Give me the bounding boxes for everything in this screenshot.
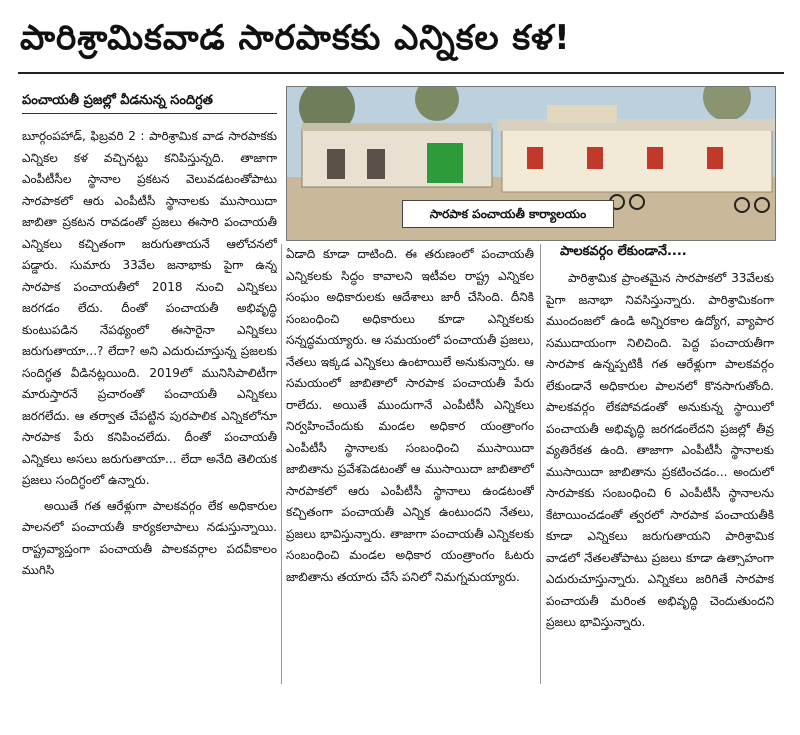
photo-caption: సారపాక పంచాయతీ కార్యాలయం [402, 200, 614, 228]
column3-heading: పాలకవర్గం లేకుండానే.... [560, 244, 687, 259]
column-divider [281, 244, 282, 684]
paragraph: బూర్గంపహాడ్, ఫిబ్రవరి 2 : పారిశ్రామిక వాడ సారపాకకు ఎన్నికల కళ వచ్చినట్టు కనిపిస్తున్నది. తాజాగా ఎంపీటీసీల స్థానాల ప్రకటన వెలువడటంతోపాటు సారపాకలో ఆరు ఎంపీటీసీ స్థానాలకు ముసాయిదా జాబితా ప్రకటన రావడంతో ప్రజలు ఈసారి పంచాయతీ ఎన్నికలు కచ్చితంగా జరుగుతాయనే ఆలోచనలో పడ్డారు. సుమారు 33వేల జనాభాకు పైగా ఉన్న సారపాక పంచాయతీలో 2018 నుంచి ఎన్నికలు జరగడం లేదు. దీంతో పంచాయతీ అభివృద్ధి కుంటుపడిన నేపథ్యంలో ఈసారైనా ఎన్నికలు జరుగుతాయా...? లేదా? అని ఎదురుచూస్తున్న ప్రజలకు సందిగ్ధత వీడినట్లయింది. 2019లో మునిసిపాలిటీగా మారుస్తారనే ప్రచారంతో పంచాయతీ ఎన్నికలు జరగలేదు. ఆ తర్వాత చేపట్టిన పురపాలిక ఎన్నికలోనూ సారపాక పేరు కనిపించలేదు. దీంతో పంచాయతీ ఎన్నికలు అసలు జరుగుతాయా... లేదా అనేది తెలియక ప్రజలు సందిగ్ధంలో ఉన్నారు. [22, 129, 277, 487]
subheadline-rule [22, 113, 277, 114]
column-2 [286, 244, 534, 684]
paragraph: పారిశ్రామిక ప్రాంతమైన సారపాకలో 33వేలకు పైగా జనాభా నివసిస్తున్నారు. పారిశ్రామికంగా ముందంజలో ఉండి అన్నిరకాల ఉద్యోగ, వ్యాపార సముదాయంగా నిలిచింది. పెద్ద పంచాయతీగా సారపాక ఉన్నప్పటికీ గత ఆరేళ్లుగా పాలకవర్గం లేకుండానే అధికారుల పాలనలో కొనసాగుతోంది. పాలకవర్గం లేకపోవడంతో అనుకున్న స్థాయిలో పంచాయతీ అభివృద్ధి జరగడంలేదని ప్రజల్లో తీవ్ర వ్యతిరేకత ఉంది. తాజాగా ఎంపీటీసీ స్థానాలకు ముసాయిదా జాబితాను ప్రకటించడం... అందులో సారపాకకు సంబంధించి 6 ఎంపీటీసీ స్థానాలను కేటాయించడంతో త్వరలో సారపాక పంచాయతీకి కూడా ఎన్నికలు జరుగుతాయని పారిశ్రామిక వాడలో నేతలతోపాటు ప్రజలు కూడా ఉత్సాహంగా ఎదురుచూస్తున్నారు. ఎన్నికలు జరిగితే సారపాక పంచాయతీ మరింత అభివృద్ధి చెందుతుందని ప్రజలు భావిస్తున్నారు. [546, 271, 774, 629]
paragraph: ఏడాది కూడా దాటింది. ఈ తరుణంలో పంచాయతీ ఎన్నికలకు సిద్ధం కావాలని ఇటీవల రాష్ట్ర ఎన్నికల సంఘం అధికారులకు ఆదేశాలు జారీ చేసింది. దీనికి సంబంధించి అధికారులు కూడా ఎన్నికలకు సన్నద్ధమయ్యారు. ఆ సమయంలో పంచాయతీ ప్రజలు, నేతలు ఇక్కడ ఎన్నికలు ఉంటాయిలే అనుకున్నారు. ఆ సమయంలో జాబితాలో సారపాక పంచాయతీ పేరు రాలేదు. అయితే ముందుగానే ఎంపీటీసీ ఎన్నికలు నిర్వహించేందుకు మండల అధికార యంత్రాంగం ఎంపీటీసీ స్థానాలకు సంబంధించి ముసాయిదా జాబితాను ప్రవేశపెడటంతో ఆ ముసాయిదా జాబితాలో సారపాకలో ఆరు ఎంపీటీసీ స్థానాలు ఉండటంతో కచ్చితంగా పంచాయతీ ఎన్నిక ఉంటుందని నేతలు, ప్రజలు భావిస్తున్నారు. తాజాగా పంచాయతీ ఎన్నికలకు సంబంధించి మండల అధికార యంత్రాంగం ఓటరు జాబితాను తయారు చేసే పనిలో నిమగ్నమయ్యారు. [286, 247, 534, 584]
column-3 [546, 268, 774, 688]
column-1 [22, 126, 277, 686]
headline-rule [18, 72, 784, 74]
column-divider [540, 244, 541, 684]
headline: పారిశ్రామికవాడ సారపాకకు ఎన్నికల కళ! [20, 18, 571, 58]
subheadline: పంచాయతీ ప్రజల్లో వీడనున్న సందిగ్ధత [22, 93, 213, 108]
paragraph: అయితే గత ఆరేళ్లుగా పాలకవర్గం లేక అధికారుల పాలనలో పంచాయతీ కార్యకలాపాలు నడుస్తున్నాయి. రాష్ట్రవ్యాప్తంగా పంచాయతీ పాలకవర్గాల పదవీకాలం ముగిసి [22, 498, 277, 577]
